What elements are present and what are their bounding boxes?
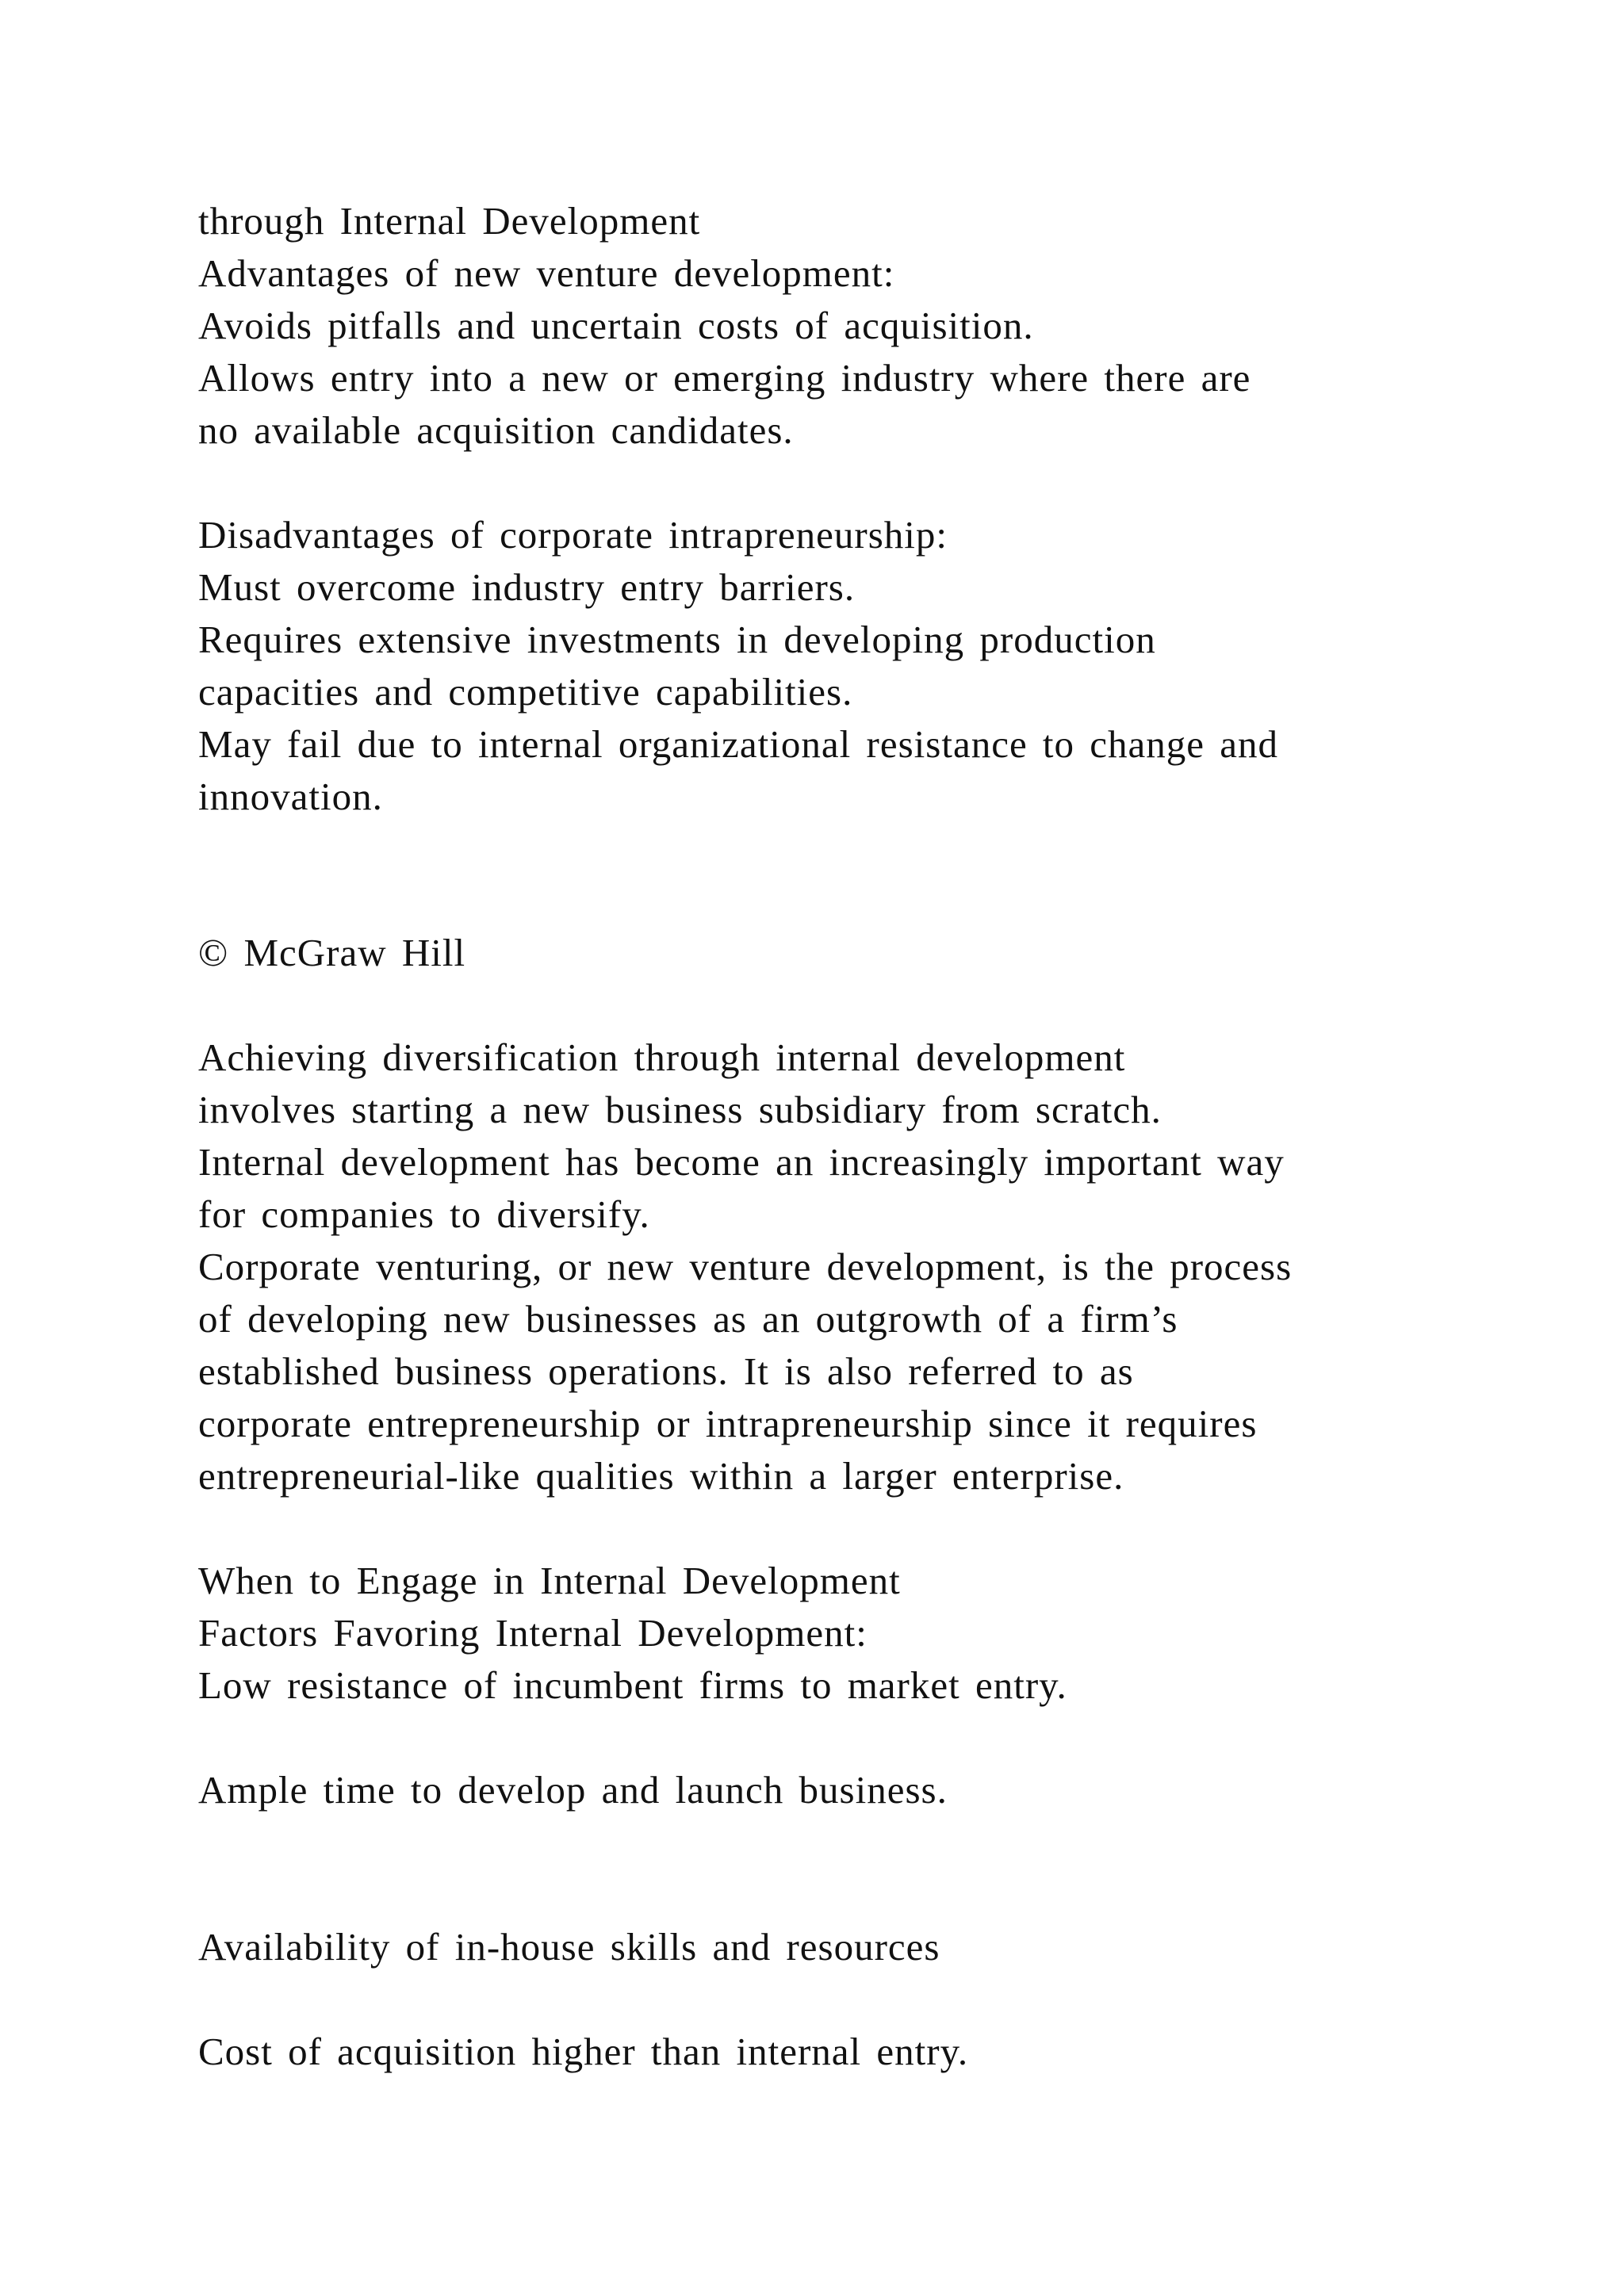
text-line: innovation. xyxy=(198,775,383,818)
text-line: capacities and competitive capabilities. xyxy=(198,670,853,714)
text-line: Requires extensive investments in developing production xyxy=(198,618,1156,661)
text-line: Achieving diversification through internal development xyxy=(198,1035,1126,1079)
text-line: Cost of acquisition higher than internal entry. xyxy=(198,2030,969,2073)
text-line: corporate entrepreneurship or intrapreneurship since it requires xyxy=(198,1402,1258,1445)
text-line: Avoids pitfalls and uncertain costs of acquisition. xyxy=(198,304,1034,347)
text-line: Allows entry into a new or emerging industry where there are xyxy=(198,356,1251,400)
text-line: no available acquisition candidates. xyxy=(198,408,794,452)
text-line: Advantages of new venture development: xyxy=(198,251,895,295)
text-line: Ample time to develop and launch business. xyxy=(198,1768,948,1812)
text-line: entrepreneurial-like qualities within a larger enterprise. xyxy=(198,1454,1124,1498)
text-line: Internal development has become an increasingly important way xyxy=(198,1140,1285,1184)
text-line: Disadvantages of corporate intrapreneurship: xyxy=(198,513,948,557)
text-line: established business operations. It is also referred to as xyxy=(198,1349,1134,1393)
copyright-line: © McGraw Hill xyxy=(198,931,466,974)
text-line: Availability of in-house skills and resources xyxy=(198,1925,940,1969)
text-line: Low resistance of incumbent firms to market entry. xyxy=(198,1663,1067,1707)
text-line: involves starting a new business subsidiary from scratch. xyxy=(198,1088,1162,1131)
text-line: When to Engage in Internal Development xyxy=(198,1559,901,1602)
text-line: Corporate venturing, or new venture development, is the process xyxy=(198,1245,1293,1288)
text-line: through Internal Development xyxy=(198,199,701,243)
text-line: for companies to diversify. xyxy=(198,1192,650,1236)
text-line: Factors Favoring Internal Development: xyxy=(198,1611,868,1655)
text-line: Must overcome industry entry barriers. xyxy=(198,565,856,609)
text-line: of developing new businesses as an outgrowth of a firm’s xyxy=(198,1297,1178,1341)
text-line: May fail due to internal organizational resistance to change and xyxy=(198,722,1279,766)
